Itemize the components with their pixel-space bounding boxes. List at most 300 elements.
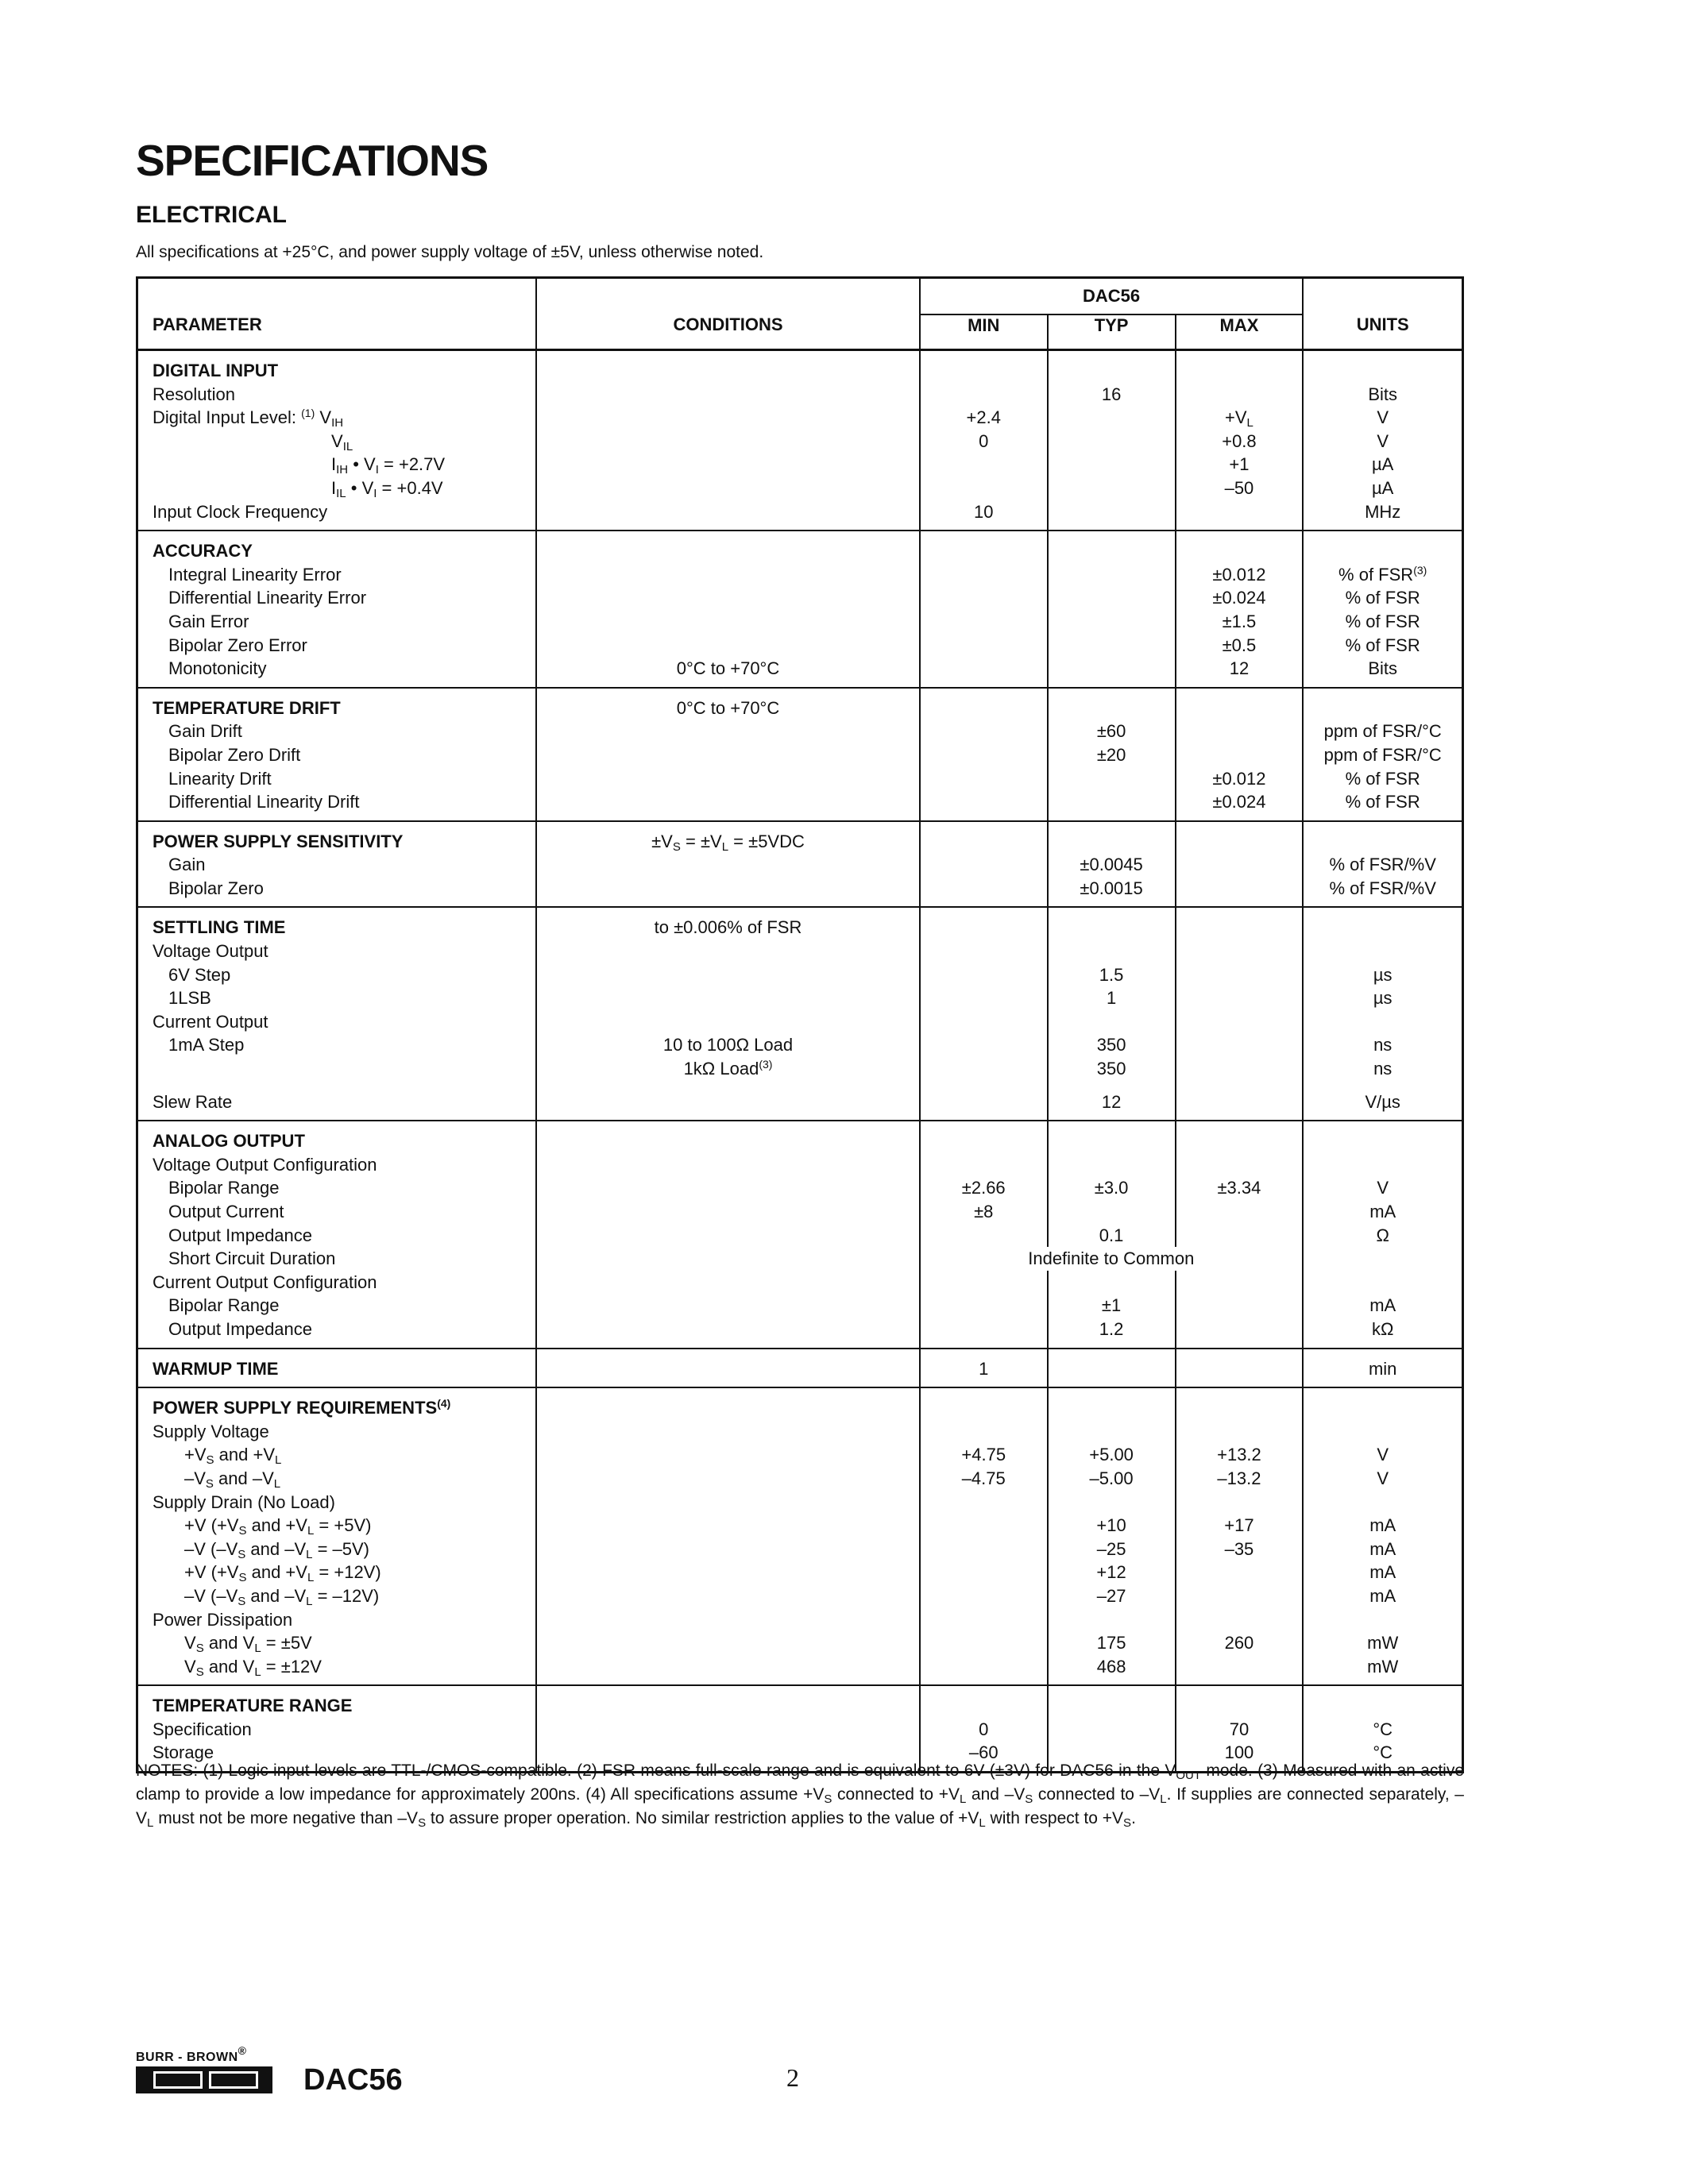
note-text: to assure proper operation. No similar restriction applies to the value of +V — [426, 1809, 979, 1827]
t: V — [184, 1633, 196, 1653]
value: 1 — [979, 1358, 989, 1379]
unit: mA — [1369, 1562, 1396, 1583]
value: 175 — [1096, 1633, 1126, 1653]
param: Power Dissipation — [153, 1609, 293, 1630]
cond: • V — [346, 477, 374, 498]
value: 12 — [1101, 1091, 1122, 1112]
param: Short Circuit Duration — [168, 1248, 336, 1269]
param: Storage — [153, 1742, 214, 1763]
value: +0.8 — [1222, 430, 1257, 451]
note-text: connected to –V — [1033, 1785, 1161, 1804]
unit: Bits — [1368, 658, 1398, 679]
parameter-cell — [137, 531, 537, 688]
section-heading: TEMPERATURE DRIFT — [153, 697, 341, 718]
unit: mW — [1367, 1633, 1399, 1653]
param: Voltage Output — [153, 941, 268, 962]
header-row — [137, 314, 1463, 350]
page-title: SPECIFICATIONS — [136, 136, 489, 185]
unit: mA — [1369, 1538, 1396, 1559]
condition: 10 to 100Ω Load — [662, 1035, 794, 1055]
sub: L — [254, 1665, 261, 1679]
note-text: NOTES: (1) Logic input levels are TTL-/CMOS-compatible. (2) FSR means full-scale range and is equivalent to 6V (±3V) for DAC56 in the V — [136, 1761, 1176, 1780]
t: and — [214, 1445, 253, 1465]
t: POWER SUPPLY REQUIREMENTS — [153, 1398, 438, 1418]
param-iil — [153, 477, 535, 500]
unit-text: % of FSR — [1338, 564, 1414, 585]
sub: L — [1160, 1792, 1167, 1806]
unit: % of FSR — [1345, 768, 1420, 789]
unit: min — [1368, 1358, 1397, 1379]
sub: S — [238, 1571, 247, 1585]
sub: IL — [336, 486, 346, 500]
param — [153, 1631, 535, 1655]
value: +2.4 — [966, 407, 1001, 428]
parameter-header: PARAMETER — [137, 314, 537, 350]
conditions-cell — [536, 1387, 920, 1685]
value — [1176, 406, 1303, 430]
note-ref: (3) — [1413, 563, 1427, 577]
t: V — [184, 1656, 196, 1677]
min-cell — [920, 1349, 1048, 1388]
param: Integral Linearity Error — [168, 564, 342, 585]
sub: S — [238, 1594, 246, 1608]
param: Bipolar Zero Error — [168, 635, 307, 655]
short-circuit-value: Indefinite to Common — [921, 1247, 1302, 1271]
value: 10 — [973, 501, 994, 522]
param — [153, 1655, 535, 1679]
unit: Ω — [1376, 1225, 1389, 1245]
device-header: DAC56 — [920, 278, 1304, 315]
val: = +2.7V — [378, 454, 446, 475]
value: –4.75 — [961, 1468, 1006, 1488]
conditions-cell — [536, 350, 920, 531]
sub: I — [375, 463, 379, 477]
parameter-cell — [137, 1387, 537, 1685]
max-cell — [1176, 1349, 1304, 1388]
value: 1 — [1106, 988, 1117, 1009]
param: Differential Linearity Error — [168, 588, 367, 608]
section-temperature-drift — [137, 688, 1463, 821]
value: 0 — [979, 430, 989, 451]
unit: V — [1377, 1178, 1389, 1198]
value: –13.2 — [1217, 1468, 1261, 1488]
value: +10 — [1096, 1515, 1126, 1536]
conditions-cell — [536, 531, 920, 688]
t: and — [213, 1468, 253, 1488]
unit: MHz — [1365, 501, 1401, 522]
sub: L — [1246, 416, 1253, 430]
param-clock: Input Clock Frequency — [153, 501, 328, 522]
param-resolution: Resolution — [153, 384, 235, 404]
value: 468 — [1096, 1656, 1126, 1677]
conditions-cell — [536, 1349, 920, 1388]
section-heading: SETTLING TIME — [153, 917, 286, 938]
sub: L — [254, 1642, 261, 1656]
min-cell — [920, 821, 1048, 908]
unit: mW — [1367, 1656, 1399, 1677]
t: = –12V) — [312, 1585, 380, 1606]
units-cell — [1303, 688, 1462, 821]
section-subtitle: ELECTRICAL — [136, 202, 287, 228]
value: ±1.5 — [1222, 611, 1257, 631]
section-heading: ACCURACY — [153, 541, 253, 561]
value: ±0.024 — [1212, 792, 1266, 812]
value: 0.1 — [1099, 1225, 1124, 1245]
unit: V/µs — [1365, 1091, 1400, 1112]
unit: V — [1377, 407, 1389, 428]
value: –50 — [1224, 477, 1254, 498]
sub: L — [306, 1547, 313, 1561]
sub: S — [824, 1792, 832, 1806]
unit: % of FSR — [1345, 611, 1420, 631]
unit: kΩ — [1371, 1318, 1394, 1339]
param — [153, 1514, 535, 1538]
notes — [136, 1759, 1464, 1831]
section-heading: WARMUP TIME — [153, 1358, 279, 1379]
value: ±60 — [1096, 721, 1126, 742]
param: Output Impedance — [168, 1318, 313, 1339]
sub: S — [1025, 1792, 1033, 1806]
unit — [1304, 563, 1462, 587]
typ-cell — [1048, 821, 1176, 908]
unit: % of FSR/%V — [1329, 855, 1436, 875]
value: ±0.5 — [1222, 635, 1257, 655]
val: = +0.4V — [377, 477, 443, 498]
value: ±3.34 — [1217, 1178, 1261, 1198]
value: +17 — [1224, 1515, 1254, 1536]
value: ±8 — [974, 1202, 994, 1221]
t: V — [242, 1633, 255, 1653]
value: ±2.66 — [961, 1178, 1006, 1198]
unit: % of FSR — [1345, 588, 1420, 608]
units-cell — [1303, 907, 1462, 1121]
section-power-supply-sensitivity — [137, 821, 1463, 908]
note-text: with respect to +V — [985, 1809, 1124, 1827]
sub: S — [238, 1547, 246, 1561]
value: ±1 — [1101, 1295, 1122, 1316]
sub: L — [147, 1816, 154, 1830]
value: –25 — [1096, 1538, 1126, 1559]
param: Bipolar Range — [168, 1295, 280, 1316]
value: +12 — [1096, 1562, 1126, 1583]
t: = +12V) — [314, 1562, 381, 1583]
max-cell — [1176, 907, 1304, 1121]
unit: ns — [1373, 1035, 1393, 1055]
max-cell — [1176, 531, 1304, 688]
value: 1.5 — [1099, 964, 1124, 985]
value: 0 — [979, 1719, 989, 1739]
t: –V — [184, 1468, 206, 1488]
param: Current Output — [153, 1011, 268, 1032]
conditions-cell — [536, 688, 920, 821]
header-row-top — [137, 278, 1463, 315]
value: ±0.012 — [1212, 768, 1266, 789]
unit: µs — [1373, 988, 1393, 1009]
section-analog-output — [137, 1121, 1463, 1348]
unit: °C — [1373, 1742, 1393, 1763]
value: 350 — [1096, 1059, 1126, 1079]
min-cell — [920, 531, 1048, 688]
units-header: UNITS — [1303, 314, 1462, 350]
value: ±0.0045 — [1080, 855, 1143, 875]
section-settling-time — [137, 907, 1463, 1121]
max-cell — [1176, 821, 1304, 908]
param: Specification — [153, 1719, 252, 1739]
section-heading: TEMPERATURE RANGE — [153, 1696, 353, 1716]
param: Output Impedance — [168, 1225, 313, 1245]
conditions-cell — [536, 1121, 920, 1348]
param-digital-input-level — [153, 406, 535, 430]
condition: 0°C to +70°C — [676, 658, 780, 679]
t: +V — [184, 1445, 207, 1465]
param: Voltage Output Configuration — [153, 1154, 377, 1175]
conditions-cell — [536, 907, 920, 1121]
t: –V (–V — [184, 1538, 238, 1559]
section-power-supply-requirements — [137, 1387, 1463, 1685]
t: V — [242, 1656, 255, 1677]
section-heading — [153, 1396, 535, 1420]
t: –V — [252, 1468, 274, 1488]
max-cell — [1176, 1387, 1304, 1685]
condition: to ±0.006% of FSR — [654, 917, 802, 938]
param: Supply Drain (No Load) — [153, 1491, 335, 1512]
sub: IL — [342, 439, 353, 453]
sub: L — [721, 839, 729, 854]
note-text: mode. (3) Measured with an active clamp to provide a low impedance for approximately 200ns. (4) All specifications assume +V — [136, 1761, 1464, 1804]
units-cell — [1303, 1387, 1462, 1685]
value: ±0.012 — [1212, 564, 1266, 585]
unit: % of FSR/%V — [1329, 878, 1436, 898]
unit: µs — [1373, 964, 1393, 985]
typ-cell — [1048, 531, 1176, 688]
value: 16 — [1101, 384, 1122, 404]
typ-cell — [1048, 1121, 1176, 1348]
sub: L — [307, 1571, 315, 1585]
t: –V (–V — [184, 1585, 238, 1606]
param — [153, 1561, 535, 1584]
sub: IH — [331, 416, 344, 430]
brand-name — [136, 2044, 287, 2065]
typ-cell — [1048, 1349, 1176, 1388]
t: = ±V — [680, 831, 722, 851]
sub: L — [959, 1792, 967, 1806]
typ-cell — [1048, 1387, 1176, 1685]
page-number: 2 — [786, 2063, 799, 2092]
sub: OUT — [1176, 1769, 1202, 1782]
param: Gain Drift — [168, 721, 242, 742]
value: 1.2 — [1099, 1318, 1124, 1339]
sub: S — [238, 1524, 247, 1538]
max-cell — [1176, 1121, 1304, 1348]
unit: % of FSR — [1345, 792, 1420, 812]
value: –60 — [968, 1742, 999, 1763]
unit: µA — [1372, 477, 1394, 498]
t: = ±5VDC — [728, 831, 805, 851]
t: and — [203, 1656, 243, 1677]
section-heading: ANALOG OUTPUT — [153, 1131, 305, 1152]
t: +V — [253, 1445, 276, 1465]
param: Gain Error — [168, 611, 249, 631]
sub: S — [1123, 1816, 1132, 1830]
value: +1 — [1229, 454, 1250, 475]
condition: 0°C to +70°C — [676, 697, 780, 718]
sub: L — [306, 1594, 313, 1608]
note-text: and –V — [966, 1785, 1026, 1804]
min-cell — [920, 1387, 1048, 1685]
unit: V — [1377, 1468, 1389, 1488]
sub: IH — [336, 463, 349, 477]
t: +V (+V — [184, 1562, 239, 1583]
registered-mark: ® — [238, 2044, 247, 2057]
label: Digital Input Level: — [153, 407, 296, 428]
value: ±0.024 — [1212, 588, 1266, 608]
t: = –5V) — [312, 1538, 370, 1559]
unit: mA — [1369, 1515, 1396, 1536]
note-ref: (1) — [301, 407, 315, 420]
value: –27 — [1096, 1585, 1126, 1606]
sub: S — [195, 1642, 204, 1656]
t: and –V — [245, 1585, 307, 1606]
t: and –V — [245, 1538, 307, 1559]
value: 350 — [1096, 1035, 1126, 1055]
b-letter-icon — [153, 2071, 203, 2089]
note-ref: (3) — [759, 1058, 773, 1071]
t: +V (+V — [184, 1515, 239, 1536]
sub: S — [205, 1476, 214, 1491]
param: 1LSB — [168, 988, 211, 1009]
value: 100 — [1224, 1742, 1254, 1763]
unit: ppm of FSR/°C — [1323, 721, 1442, 742]
value: –35 — [1224, 1538, 1254, 1559]
parameter-cell — [137, 688, 537, 821]
unit: Bits — [1368, 384, 1398, 404]
value: 260 — [1224, 1633, 1254, 1653]
footer-part-number: DAC56 — [303, 2063, 403, 2097]
bb-logo-icon — [136, 2066, 272, 2093]
sub: L — [273, 1476, 281, 1491]
sub: S — [672, 839, 681, 854]
note-text: connected to +V — [832, 1785, 960, 1804]
unit: mA — [1369, 1295, 1396, 1316]
typ-header: TYP — [1048, 314, 1176, 350]
max-cell — [1176, 688, 1304, 821]
min-cell — [920, 350, 1048, 531]
param: Gain — [168, 855, 206, 875]
t: = +5V) — [314, 1515, 372, 1536]
units-cell — [1303, 531, 1462, 688]
param — [153, 1443, 535, 1467]
param: Current Output Configuration — [153, 1271, 377, 1292]
unit: % of FSR — [1345, 635, 1420, 655]
note-text: . — [1131, 1809, 1136, 1827]
t: = ±5V — [261, 1633, 312, 1653]
parameter-cell — [137, 1121, 537, 1348]
param: Bipolar Zero Drift — [168, 744, 301, 765]
conditions-cell — [536, 821, 920, 908]
units-cell — [1303, 1349, 1462, 1388]
intro-text: All specifications at +25°C, and power supply voltage of ±5V, unless otherwise noted. — [136, 243, 764, 261]
param: 6V Step — [168, 964, 231, 985]
sub: L — [979, 1816, 986, 1830]
unit: µA — [1372, 454, 1394, 475]
min-cell — [920, 907, 1048, 1121]
unit: mA — [1369, 1202, 1396, 1221]
condition — [537, 1057, 919, 1081]
t: 1kΩ Load — [683, 1059, 759, 1079]
sub: S — [195, 1665, 204, 1679]
units-cell — [1303, 1121, 1462, 1348]
value: +5.00 — [1089, 1445, 1134, 1465]
burr-brown-logo — [136, 2044, 287, 2093]
value: +4.75 — [961, 1445, 1006, 1465]
unit: V — [1377, 1445, 1389, 1465]
param — [153, 1467, 535, 1491]
min-cell — [920, 688, 1048, 821]
section-accuracy — [137, 531, 1463, 688]
value: ±3.0 — [1094, 1178, 1129, 1198]
param: Linearity Drift — [168, 768, 272, 789]
param: Bipolar Zero — [168, 878, 264, 898]
param: Supply Voltage — [153, 1421, 269, 1441]
sym: V — [331, 430, 343, 451]
param: 1mA Step — [168, 1035, 245, 1055]
t: ±V — [651, 831, 673, 851]
param: Slew Rate — [153, 1091, 233, 1112]
value: +13.2 — [1217, 1445, 1261, 1465]
sub: S — [206, 1453, 214, 1468]
param: Bipolar Range — [168, 1178, 280, 1198]
note-text: must not be more negative than –V — [153, 1809, 419, 1827]
param — [153, 1584, 535, 1608]
unit: V — [1377, 430, 1389, 451]
conditions-header: CONDITIONS — [536, 314, 920, 350]
parameter-cell — [137, 350, 537, 531]
param — [153, 1538, 535, 1561]
sub: L — [307, 1524, 315, 1538]
value: ±20 — [1096, 744, 1126, 765]
value: ±0.0015 — [1080, 878, 1143, 898]
min-header: MIN — [920, 314, 1048, 350]
note-text: . If supplies are connected separately, –V — [136, 1785, 1464, 1827]
param: Monotonicity — [168, 658, 267, 679]
sub: S — [418, 1816, 427, 1830]
sub: I — [373, 486, 377, 500]
param: Output Current — [168, 1202, 284, 1221]
spec-table — [136, 276, 1464, 1773]
brand-text: BURR - BROWN — [136, 2051, 238, 2064]
note-ref: (4) — [437, 1397, 451, 1410]
parameter-cell — [137, 821, 537, 908]
parameter-cell — [137, 907, 537, 1121]
cond: • V — [348, 454, 376, 475]
section-heading: POWER SUPPLY SENSITIVITY — [153, 831, 404, 851]
t: and +V — [246, 1562, 307, 1583]
sym: V — [319, 407, 332, 428]
value: 12 — [1229, 658, 1250, 679]
sym: I — [331, 477, 337, 498]
typ-cell — [1048, 688, 1176, 821]
typ-cell — [1048, 907, 1176, 1121]
unit: mA — [1369, 1585, 1396, 1606]
section-warmup-time — [137, 1349, 1463, 1388]
section-digital-input — [137, 350, 1463, 531]
max-cell — [1176, 350, 1304, 531]
typ-cell — [1048, 350, 1176, 531]
val: +V — [1225, 407, 1247, 428]
param-iih — [153, 453, 535, 477]
max-header: MAX — [1176, 314, 1304, 350]
t: and — [203, 1633, 243, 1653]
